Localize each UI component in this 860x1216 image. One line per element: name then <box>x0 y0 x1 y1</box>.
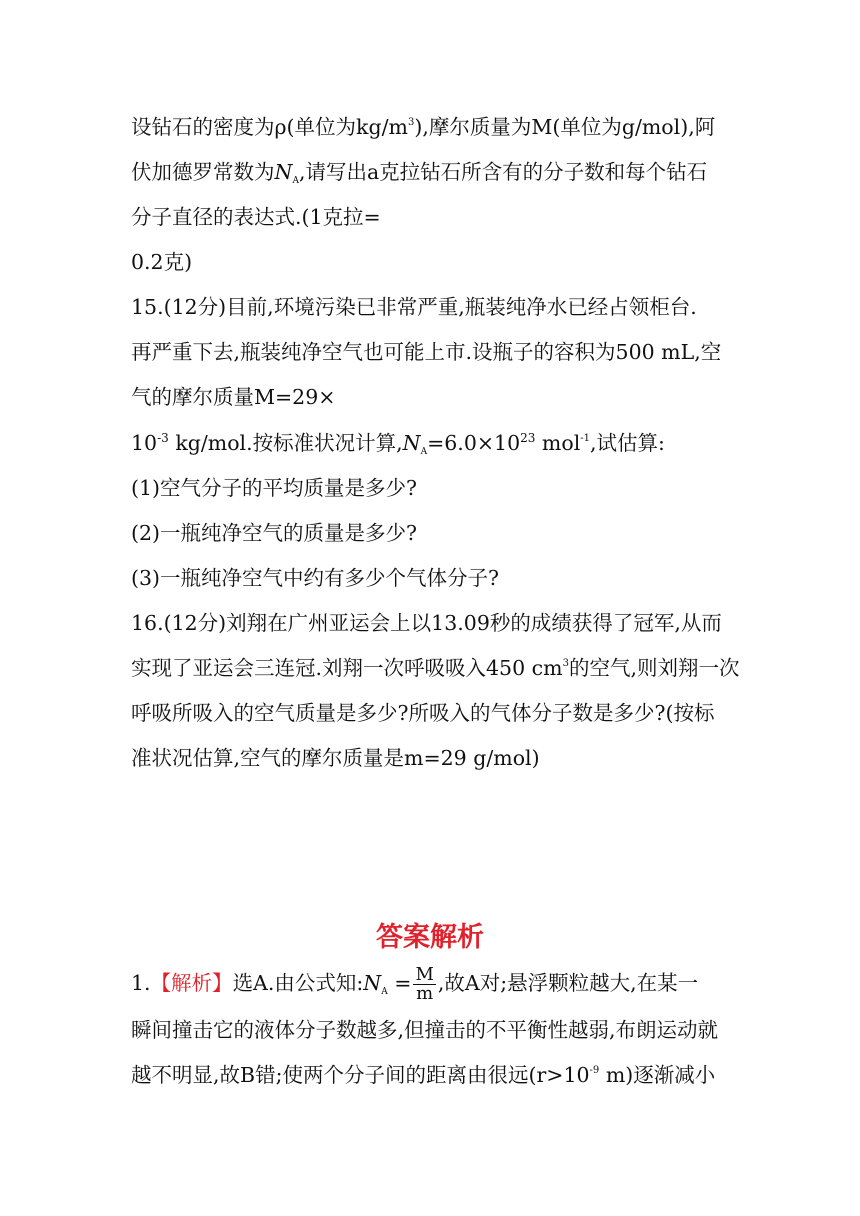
answer-1-line-3: 越不明显,故B错;使两个分子间的距离由很远($r>10^{-9}$ m)逐渐减小 <box>131 1063 716 1087</box>
q15-sub-question-1: (1)空气分子的平均质量是多少? <box>131 476 418 500</box>
q15-sub-question-2: (2)一瓶纯净空气的质量是多少? <box>131 521 418 545</box>
q16-line-3: 呼吸所吸入的空气质量是多少?所吸入的气体分子数是多少?(按标 <box>131 701 715 725</box>
q15-line-4: $10^{-3}$ kg/mol.按标准状况计算$,NA=6.0\times 10^{23}$ mol$^{-1}$,试估算: <box>131 431 665 457</box>
q14-line-2: 伏加德罗常数为NA,请写出a克拉钻石所含有的分子数和每个钻石 <box>131 160 708 186</box>
q16-line-1: 16.(12分)刘翔在广州亚运会上以13.09秒的成绩获得了冠军,从而 <box>131 611 722 635</box>
answers-title: 答案解析 <box>376 922 484 953</box>
q15-line-1: 15.(12分)目前,环境污染已非常严重,瓶装纯净水已经占领柜台. <box>131 295 697 319</box>
q14-line-3: 分子直径的表达式.(1克拉= <box>131 205 381 229</box>
q15-line-3: 气的摩尔质量M=29× <box>131 385 336 409</box>
q16-line-2: 实现了亚运会三连冠.刘翔一次呼吸吸入450 $cm^3$的空气,则刘翔一次 <box>131 656 740 680</box>
q14-line-4: 0.2克) <box>131 250 193 274</box>
q15-sub-question-3: (3)一瓶纯净空气中约有多少个气体分子? <box>131 566 500 590</box>
q15-line-2: 再严重下去,瓶装纯净空气也可能上市.设瓶子的容积为500 mL,空 <box>131 340 722 364</box>
q14-line-1: 设钻石的密度为ρ(单位为$kg/m^3$),摩尔质量为M(单位为g/mol),阿 <box>131 115 716 139</box>
answer-1-line-1: 1.【解析】选A.由公式知:NA = $\frac{M}{m}$ ,故A对;悬浮颗粒越大,在某一 <box>131 964 699 1004</box>
q16-line-4: 准状况估算,空气的摩尔质量是m=29 g/mol) <box>131 746 540 770</box>
answer-1-line-2: 瞬间撞击它的液体分子数越多,但撞击的不平衡性越弱,布朗运动就 <box>131 1018 719 1042</box>
formula-fraction: $\frac{M}{m}$ <box>415 964 434 1004</box>
analysis-tag: 【解析】 <box>150 971 233 995</box>
